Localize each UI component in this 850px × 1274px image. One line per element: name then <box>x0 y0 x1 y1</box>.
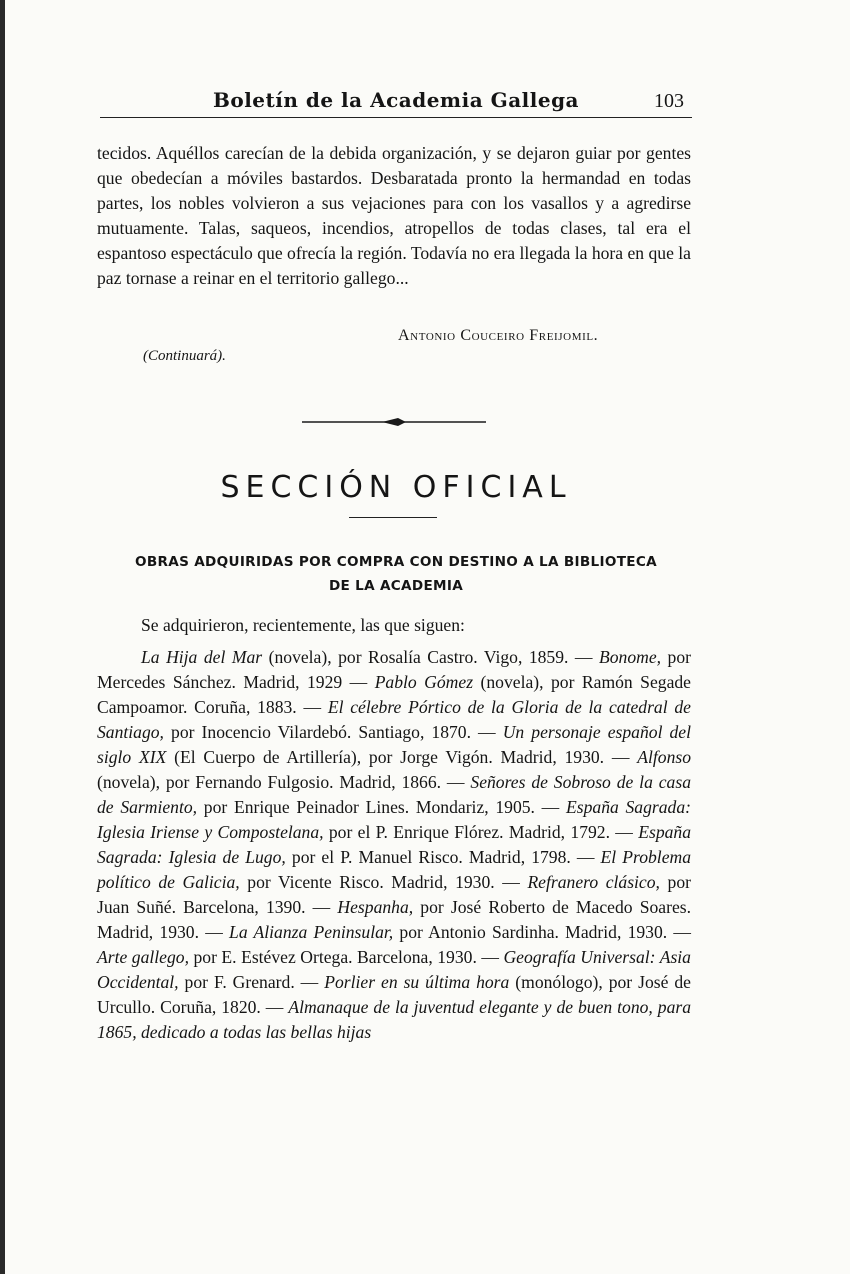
subtitle-line-1: OBRAS ADQUIRIDAS POR COMPRA CON DESTINO A LA BIBLIOTECA <box>135 554 657 570</box>
work-details: por el P. Enrique Flórez. Madrid, 1792. — <box>323 822 639 842</box>
works-paragraph <box>97 645 691 1045</box>
work-title: España Sagrada: Iglesia Iriense y Compostelana, <box>97 797 691 842</box>
work-details: (El Cuerpo de Artillería), por Jorge Vigón. Madrid, 1930. — <box>166 747 638 767</box>
work-details: (novela), por Fernando Fulgosio. Madrid, 1866. — <box>97 772 471 792</box>
work-details: por F. Grenard. — <box>178 972 325 992</box>
work-title: Arte gallego, <box>97 947 189 967</box>
work-title: España Sagrada: Iglesia de Lugo, <box>97 822 691 867</box>
section-title: SECCIÓN OFICIAL <box>220 470 572 505</box>
page-edge <box>0 0 5 1274</box>
work-details: por E. Estévez Ortega. Barcelona, 1930. — <box>188 947 504 967</box>
section-subtitle <box>100 550 692 598</box>
work-title: Almanaque de la juventud elegante y de buen tono, para 1865, dedicado a todas las bellas hijas <box>97 997 692 1042</box>
work-details: (monólogo), por José de Urcullo. Coruña, 1820. — <box>97 972 691 1017</box>
work-details: por Antonio Sardinha. Madrid, 1930. — <box>393 922 691 942</box>
header-rule <box>100 117 692 118</box>
work-details: (novela), por Ramón Segade Campoamor. Coruña, 1883. — <box>97 672 691 717</box>
work-title: Bonome, <box>598 647 662 667</box>
work-title: La Hija del Mar <box>141 647 263 667</box>
author-signature: Antonio Couceiro Freijomil. <box>398 327 599 344</box>
ornament-diamond <box>382 418 406 426</box>
work-title: Pablo Gómez <box>374 672 474 692</box>
continuation-paragraph <box>97 141 691 291</box>
intro-paragraph <box>97 613 691 638</box>
work-title: Refranero clásico, <box>527 872 660 892</box>
work-details: por el P. Manuel Risco. Madrid, 1798. — <box>285 847 601 867</box>
work-details: por Vicente Risco. Madrid, 1930. — <box>239 872 528 892</box>
works-list <box>97 645 691 1045</box>
work-title: Alfonso <box>637 747 692 767</box>
continuation-text: tecidos. Aquéllos carecían de la debida organización, y se dejaron guiar por gentes que obedecían a móviles bastardos. Desbaratada pronto la hermandad en todas partes, los nobles volvieron a sus vejaciones para con los vasallos y a agredirse mutuamente. Talas, saqueos, incendios, atropellos de todas clases, tal era el espantoso espectáculo que ofrecía la región. Todavía no era llegada la hora en que la paz tornase a reinar en el territorio gallego... <box>97 143 691 288</box>
work-details: (novela), por Rosalía Castro. Vigo, 1859. — <box>262 647 599 667</box>
work-details: por José Roberto de Macedo Soares. Madrid, 1930. — <box>97 897 692 942</box>
work-title: Porlier en su última hora <box>324 972 510 992</box>
work-details: por Enrique Peinador Lines. Mondariz, 1905. — <box>197 797 566 817</box>
work-title: Geografía Universal: Asia Occidental, <box>97 947 691 992</box>
work-title: La Alianza Peninsular, <box>229 922 394 942</box>
work-title: Señores de Sobroso de la casa de Sarmiento, <box>97 772 691 817</box>
subtitle-line-2: DE LA ACADEMIA <box>328 578 464 594</box>
work-details: por Juan Suñé. Barcelona, 1390. — <box>97 872 691 917</box>
work-details: por Inocencio Vilardebó. Santiago, 1870. — <box>163 722 503 742</box>
journal-title: Boletín de la Academia Gallega <box>212 88 580 112</box>
work-title: El Problema político de Galicia, <box>97 847 691 892</box>
running-header <box>100 84 692 116</box>
work-details: por Mercedes Sánchez. Madrid, 1929 — <box>97 647 691 692</box>
continued-note: (Continuará). <box>143 348 226 364</box>
section-title-rule <box>349 517 437 518</box>
work-title: Hespanha, <box>337 897 414 917</box>
work-title: Un personaje español del siglo XIX <box>97 722 692 767</box>
page-number: 103 <box>654 90 684 112</box>
intro-text: Se adquirieron, recientemente, las que siguen: <box>141 615 465 635</box>
work-title: El célebre Pórtico de la Gloria de la catedral de Santiago, <box>97 697 691 742</box>
ornament-divider <box>302 416 486 428</box>
